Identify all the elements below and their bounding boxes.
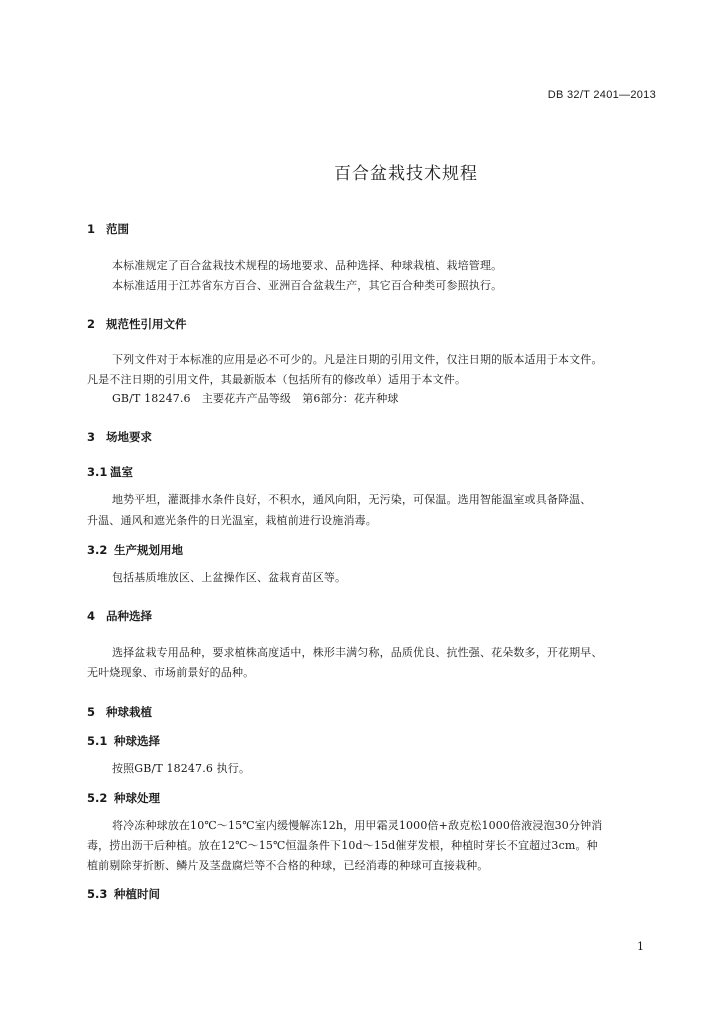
section-4-heading bbox=[87, 608, 152, 624]
section-3-heading bbox=[87, 429, 152, 445]
subsection-title: 温室 bbox=[110, 465, 133, 479]
subsection-number: 5.2 bbox=[87, 791, 108, 805]
section-number: 2 bbox=[87, 317, 96, 331]
section-title: 场地要求 bbox=[106, 430, 152, 444]
paragraph-line: 选择盆栽专用品种，要求植株高度适中，株形丰满匀称，品质优良、抗性强、花朵数多，开花期早、 bbox=[112, 646, 603, 659]
section-title: 规范性引用文件 bbox=[106, 317, 187, 331]
section-title: 种球栽植 bbox=[106, 705, 152, 719]
subsection-title: 生产规划用地 bbox=[114, 543, 183, 557]
paragraph-line: 植前剔除芽折断、鳞片及茎盘腐烂等不合格的种球，已经消毒的种球可直接栽种。 bbox=[87, 859, 489, 872]
paragraph-line: 本标准适用于江苏省东方百合、亚洲百合盆栽生产，其它百合种类可参照执行。 bbox=[112, 279, 503, 292]
subsection-title: 种球选择 bbox=[114, 734, 160, 748]
paragraph-line: 本标准规定了百合盆栽技术规程的场地要求、品种选择、种球栽植、栽培管理。 bbox=[112, 259, 503, 272]
paragraph-line: 包括基质堆放区、上盆操作区、盆栽育苗区等。 bbox=[112, 571, 347, 584]
paragraph-line: 升温、通风和遮光条件的日光温室，栽植前进行设施消毒。 bbox=[87, 514, 377, 527]
standard-code: DB 32/T 2401—2013 bbox=[547, 89, 656, 101]
section-number: 3 bbox=[87, 430, 96, 444]
subsection-5-2-heading bbox=[87, 790, 160, 806]
paragraph-line: 将冷冻种球放在10℃～15℃室内缓慢解冻12h，用甲霜灵1000倍+敌克松1000倍液浸泡30分钟消 bbox=[112, 819, 603, 832]
section-title: 范围 bbox=[106, 222, 129, 236]
subsection-3-2-heading bbox=[87, 542, 183, 558]
normative-reference: GB/T 18247.6 主要花卉产品等级 第6部分：花卉种球 bbox=[112, 392, 399, 405]
section-number: 1 bbox=[87, 222, 96, 236]
subsection-number: 5.1 bbox=[87, 734, 108, 748]
document-title: 百合盆栽技术规程 bbox=[334, 164, 478, 184]
page-number: 1 bbox=[637, 940, 644, 953]
subsection-5-3-heading bbox=[87, 886, 160, 902]
section-2-heading bbox=[87, 316, 187, 332]
paragraph-line: 按照GB/T 18247.6 执行。 bbox=[112, 762, 251, 775]
subsection-number: 5.3 bbox=[87, 887, 108, 901]
section-5-heading bbox=[87, 704, 152, 720]
subsection-number: 3.2 bbox=[87, 543, 108, 557]
section-number: 5 bbox=[87, 705, 96, 719]
subsection-3-1-heading bbox=[87, 464, 133, 480]
subsection-5-1-heading bbox=[87, 733, 160, 749]
paragraph-line: 无叶烧现象、市场前景好的品种。 bbox=[87, 666, 255, 679]
subsection-title: 种植时间 bbox=[114, 887, 160, 901]
subsection-title: 种球处理 bbox=[114, 791, 160, 805]
paragraph-line: 地势平坦，灌溉排水条件良好，不积水，通风向阳，无污染，可保温。选用智能温室或具备降温、 bbox=[112, 493, 592, 506]
paragraph-line: 凡是不注日期的引用文件，其最新版本（包括所有的修改单）适用于本文件。 bbox=[87, 373, 467, 386]
section-title: 品种选择 bbox=[106, 609, 152, 623]
subsection-number: 3.1 bbox=[87, 465, 108, 479]
section-1-heading bbox=[87, 221, 129, 237]
paragraph-line: 下列文件对于本标准的应用是必不可少的。凡是注日期的引用文件，仅注日期的版本适用于本文件。 bbox=[112, 353, 603, 366]
paragraph-line: 毒，捞出沥干后种植。放在12℃～15℃恒温条件下10d～15d催芽发根，种植时芽长不宜超过3cm。种 bbox=[87, 839, 598, 852]
section-number: 4 bbox=[87, 609, 96, 623]
